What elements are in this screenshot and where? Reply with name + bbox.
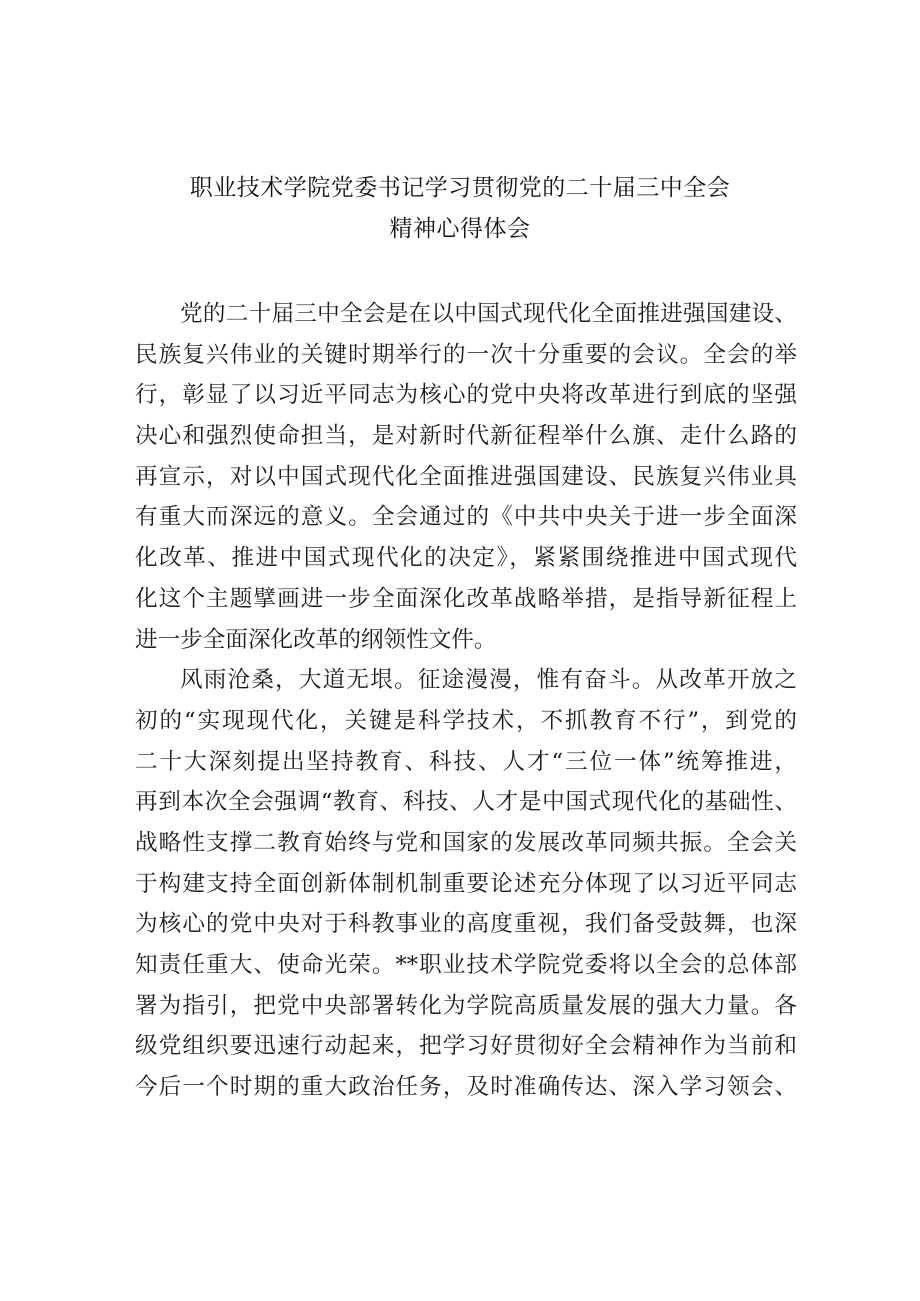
paragraph-1 xyxy=(135,294,797,660)
paragraph-2 xyxy=(135,660,797,1108)
paragraph-line: 初的“实现现代化，关键是科学技术，不抓教育不行”，到党的 xyxy=(135,707,797,734)
paragraph-line: 化这个主题擘画进一步全面深化改革战略举措，是指导新征程上 xyxy=(135,585,797,612)
paragraph-line: 今后一个时期的重大政治任务，及时准确传达、深入学习领会、 xyxy=(135,1074,797,1101)
paragraph-line: 二十大深刻提出坚持教育、科技、人才“三位一体”统筹推进， xyxy=(135,748,797,775)
paragraph-line: 知责任重大、使命光荣。**职业技术学院党委将以全会的总体部 xyxy=(135,952,797,978)
paragraph-line: 民族复兴伟业的关键时期举行的一次十分重要的会议。全会的举 xyxy=(135,341,797,368)
paragraph-line: 行，彰显了以习近平同志为核心的党中央将改革进行到底的坚强 xyxy=(135,382,797,409)
paragraph-line: 为核心的党中央对于科教事业的高度重视，我们备受鼓舞，也深 xyxy=(135,911,797,938)
paragraph-line: 风雨沧桑，大道无垠。征途漫漫，惟有奋斗。从改革开放之 xyxy=(180,667,797,694)
paragraph-line: 于构建支持全面创新体制机制重要论述充分体现了以习近平同志 xyxy=(135,870,797,897)
paragraph-line: 署为指引，把党中央部署转化为学院高质量发展的强大力量。各 xyxy=(135,992,797,1019)
paragraph-line: 再到本次全会强调“教育、科技、人才是中国式现代化的基础性、 xyxy=(135,789,797,816)
paragraph-line: 级党组织要迅速行动起来，把学习好贯彻好全会精神作为当前和 xyxy=(135,1033,797,1060)
title-line-1: 职业技术学院党委书记学习贯彻党的二十届三中全会 xyxy=(189,175,731,201)
paragraph-line: 再宣示，对以中国式现代化全面推进强国建设、民族复兴伟业具 xyxy=(135,463,797,490)
document-title xyxy=(0,168,920,250)
paragraph-line: 党的二十届三中全会是在以中国式现代化全面推进强国建设、 xyxy=(180,301,797,327)
title-line-2: 精神心得体会 xyxy=(389,216,531,242)
paragraph-line: 有重大而深远的意义。全会通过的《中共中央关于进一步全面深 xyxy=(135,504,797,531)
document-body xyxy=(135,294,797,1108)
paragraph-line: 进一步全面深化改革的纲领性文件。 xyxy=(135,626,497,653)
paragraph-line: 化改革、推进中国式现代化的决定》，紧紧围绕推进中国式现代 xyxy=(135,545,797,572)
paragraph-line: 战略性支撑二教育始终与党和国家的发展改革同频共振。全会关 xyxy=(135,829,797,856)
paragraph-line: 决心和强烈使命担当，是对新时代新征程举什么旗、走什么路的 xyxy=(135,423,797,450)
